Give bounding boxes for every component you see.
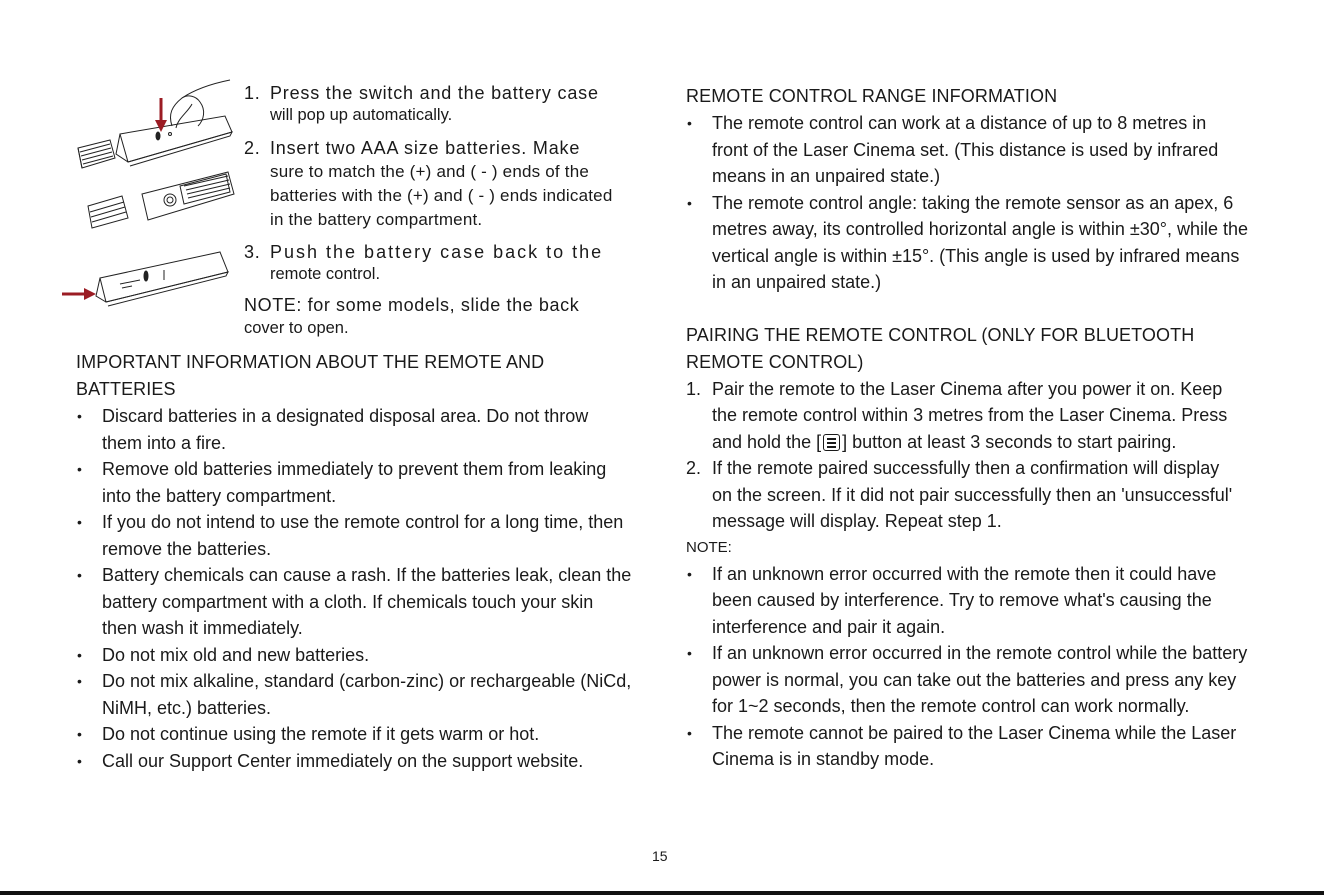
important-heading: IMPORTANT INFORMATION ABOUT THE REMOTE AND BATTERIES xyxy=(76,352,545,399)
bracket-open: [ xyxy=(816,431,822,452)
battery-note-line2: cover to open. xyxy=(244,319,349,337)
pairing-step-2-text: If the remote paired successfully then a confirmation will display on the screen. If it did not pair successfully then an 'unsuccessful' message will display. Repeat step 1. xyxy=(712,458,1233,531)
important-list xyxy=(76,403,651,774)
pairing-step-1-text: Pair the remote to the Laser Cinema after you power it on. Keep the remote control within 3 metres from the Laser Cinema. Press and hold the xyxy=(712,378,1228,452)
list-item: • Battery chemicals can cause a rash. If the batteries leak, clean the battery compartment with a cloth. If chemicals touch your skin then wash it immediately. xyxy=(76,562,632,642)
step-text-line2: remote control. xyxy=(270,265,381,283)
step-text-line2: will pop up automatically. xyxy=(270,106,453,124)
battery-step-1 xyxy=(244,81,614,126)
pairing-note-label: NOTE: xyxy=(686,538,732,556)
range-heading: REMOTE CONTROL RANGE INFORMATION xyxy=(686,86,1058,106)
list-item: • Remove old batteries immediately to prevent them from leaking into the battery compartment. xyxy=(76,456,612,509)
bottom-rule xyxy=(0,891,1324,895)
red-arrow-down-icon xyxy=(155,98,167,132)
step-text-line1: Press the switch and the battery case xyxy=(270,83,599,103)
battery-installation-illustration xyxy=(60,76,240,316)
list-item: • If you do not intend to use the remote control for a long time, then remove the batteries. xyxy=(76,509,651,562)
battery-note xyxy=(244,293,614,339)
bracket-close: ] xyxy=(842,431,848,452)
battery-note-line1: NOTE: for some models, slide the back xyxy=(244,295,580,315)
list-item: • The remote control angle: taking the remote sensor as an apex, 6 metres away, its controlled horizontal angle is within ±30°, while the vertical angle is within ±15°. (This angle is used by infrared means in an unpaired state.) xyxy=(686,190,1252,296)
battery-steps xyxy=(244,81,614,339)
red-arrow-right-icon xyxy=(62,288,96,300)
pairing-step-1-text-after: button at least 3 seconds to start pairing. xyxy=(847,431,1177,452)
pairing-step-2 xyxy=(686,455,1242,535)
list-item: • Discard batteries in a designated disposal area. Do not throw them into a fire. xyxy=(76,403,602,456)
right-column xyxy=(686,83,1256,773)
step-number: 1. xyxy=(686,378,702,399)
list-item: • If an unknown error occurred in the remote control while the battery power is normal, you can take out the batteries and press any key for 1~2 seconds, then the remote control can work normally. xyxy=(686,640,1252,720)
battery-step-3 xyxy=(244,240,614,285)
pairing-notes xyxy=(686,561,1256,773)
important-section xyxy=(76,349,651,774)
list-item: • If an unknown error occurred with the remote then it could have been caused by interference. Try to remove what's causing the interference and pair it again. xyxy=(686,561,1237,641)
step-text-line2: sure to match the (+) and ( - ) ends of the batteries with the (+) and ( - ) ends indicated in the battery compartment. xyxy=(270,162,613,229)
step-text-line1: Push the battery case back to the xyxy=(270,242,604,262)
step1-remote-drawing xyxy=(78,80,232,168)
battery-step-2 xyxy=(244,136,614,232)
pairing-steps xyxy=(686,376,1256,535)
menu-button-icon xyxy=(823,434,840,451)
step-text-line1: Insert two AAA size batteries. Make xyxy=(270,138,581,158)
step-number: 1. xyxy=(244,83,261,103)
step2-remote-drawing xyxy=(88,172,234,228)
list-item: • Call our Support Center immediately on the support website. xyxy=(76,748,651,775)
step-number: 2. xyxy=(686,458,702,478)
pairing-heading: PAIRING THE REMOTE CONTROL (ONLY FOR BLUETOOTH REMOTE CONTROL) xyxy=(686,324,1195,372)
page-number: 15 xyxy=(652,848,668,864)
pairing-step-1 xyxy=(686,376,1248,456)
list-item: • Do not continue using the remote if it gets warm or hot. xyxy=(76,721,651,748)
list-item: • The remote cannot be paired to the Laser Cinema while the Laser Cinema is in standby mode. xyxy=(686,720,1252,773)
step-number: 2. xyxy=(244,138,261,158)
list-item: • Do not mix old and new batteries. xyxy=(76,642,651,669)
step-number: 3. xyxy=(244,242,261,262)
range-list xyxy=(686,110,1256,296)
list-item: • The remote control can work at a distance of up to 8 metres in front of the Laser Cinema set. (This distance is used by infrared means in an unpaired state.) xyxy=(686,110,1247,190)
list-item: • Do not mix alkaline, standard (carbon-zinc) or rechargeable (NiCd, NiMH, etc.) batteries. xyxy=(76,668,662,721)
step3-remote-drawing xyxy=(96,252,228,306)
